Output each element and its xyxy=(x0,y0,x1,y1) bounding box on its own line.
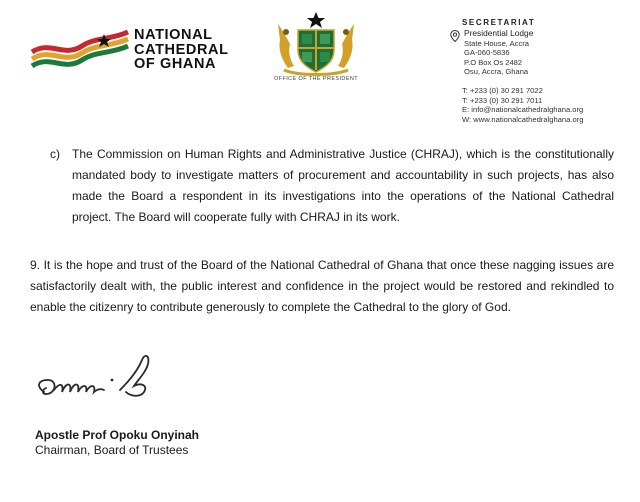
address-line: Presidential Lodge xyxy=(464,28,534,38)
national-cathedral-logo xyxy=(30,22,230,74)
coat-of-arms-caption: OFFICE OF THE PRESIDENT xyxy=(274,76,358,82)
logo-line-1: NATIONAL xyxy=(134,27,213,43)
handwritten-signature xyxy=(30,350,200,420)
location-pin-icon xyxy=(450,30,460,42)
website-line: W: www.nationalcathedralghana.org xyxy=(462,114,584,124)
secretariat-title: SECRETARIAT xyxy=(462,18,536,27)
flag-waves-icon xyxy=(30,28,130,68)
signatory-title: Chairman, Board of Trustees xyxy=(35,443,189,457)
address-line: P.O Box Os 2482 xyxy=(464,57,523,67)
address-line: Osu, Accra, Ghana xyxy=(464,67,529,77)
phone-line: T: +233 (0) 30 291 7011 xyxy=(462,95,543,105)
signatory-name: Apostle Prof Opoku Onyinah xyxy=(35,428,200,442)
paragraph-9: 9. It is the hope and trust of the Board of the National Cathedral of Ghana that once these nagging issues are satisfactorily dealt with, the public interest and confidence in the project would be restored and rekindled to enable the citizenry to contribute generously to complete the Cathedral to the glory of God. xyxy=(30,258,614,314)
coat-of-arms-icon xyxy=(268,10,364,76)
secretariat-address xyxy=(464,29,533,77)
logo-wordmark xyxy=(134,28,229,72)
address-line: GA-060-5836 xyxy=(464,48,510,58)
address-line: State House, Accra xyxy=(464,38,530,48)
logo-line-3: OF GHANA xyxy=(134,56,217,72)
logo-line-2: CATHEDRAL xyxy=(134,41,229,58)
paragraph-text: The Commission on Human Rights and Administrative Justice (CHRAJ), which is the constitutionally mandated body to investigate matters of procurement and accountability in such projects, has also made the Board a respondent in its investigations into the operations of the National Cathedral project. The Board will cooperate fully with CHRAJ in its work. xyxy=(72,147,614,224)
secretariat-contacts xyxy=(462,86,583,124)
paragraph-c xyxy=(50,144,614,228)
paragraph-label: c) xyxy=(50,147,60,161)
email-line: E: info@nationalcathedralghana.org xyxy=(462,105,584,115)
phone-line: T: +233 (0) 30 291 7022 xyxy=(462,86,543,95)
